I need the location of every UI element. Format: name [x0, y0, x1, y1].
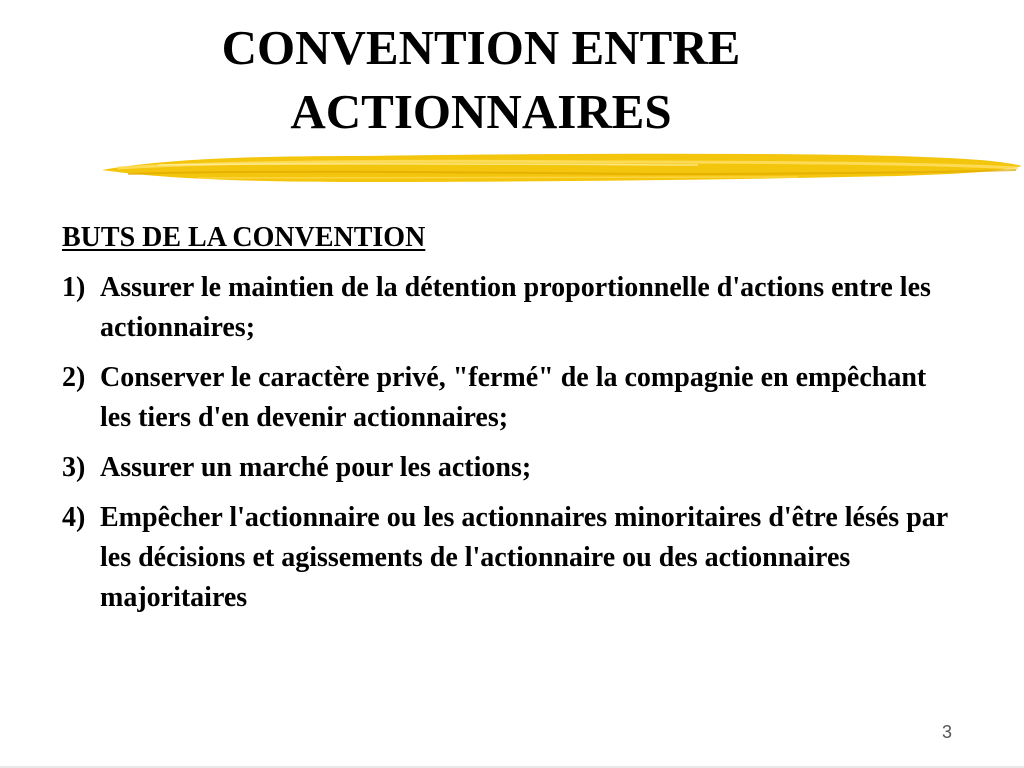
list-item: [62, 498, 962, 618]
list-item-number: 2): [62, 362, 86, 393]
list-item-text: Conserver le caractère privé, "fermé" de la compagnie en empêchant les tiers d'en devenir actionnaires;: [100, 362, 927, 433]
yellow-brush-stroke-decoration: [98, 150, 1024, 190]
list-item-text: Empêcher l'actionnaire ou les actionnaires minoritaires d'être lésés par les décisions et agissements de l'actionnaire ou des actionnaires majoritaires: [100, 502, 948, 613]
title-line-2: ACTIONNAIRES: [290, 84, 672, 139]
list-item: [62, 448, 962, 488]
slide-title: [0, 16, 962, 144]
content-body: [62, 218, 962, 628]
list-item: [62, 268, 962, 348]
list-item-number: 1): [62, 272, 86, 303]
list-item-text: Assurer un marché pour les actions;: [100, 452, 532, 483]
list-item-text: Assurer le maintien de la détention proportionnelle d'actions entre les actionnaires;: [100, 272, 931, 343]
list-item-number: 3): [62, 452, 86, 483]
title-line-1: CONVENTION ENTRE: [221, 20, 741, 75]
list-item: [62, 358, 962, 438]
page-number: 3: [942, 722, 953, 742]
list-item-number: 4): [62, 502, 86, 533]
section-heading: BUTS DE LA CONVENTION: [62, 222, 426, 253]
